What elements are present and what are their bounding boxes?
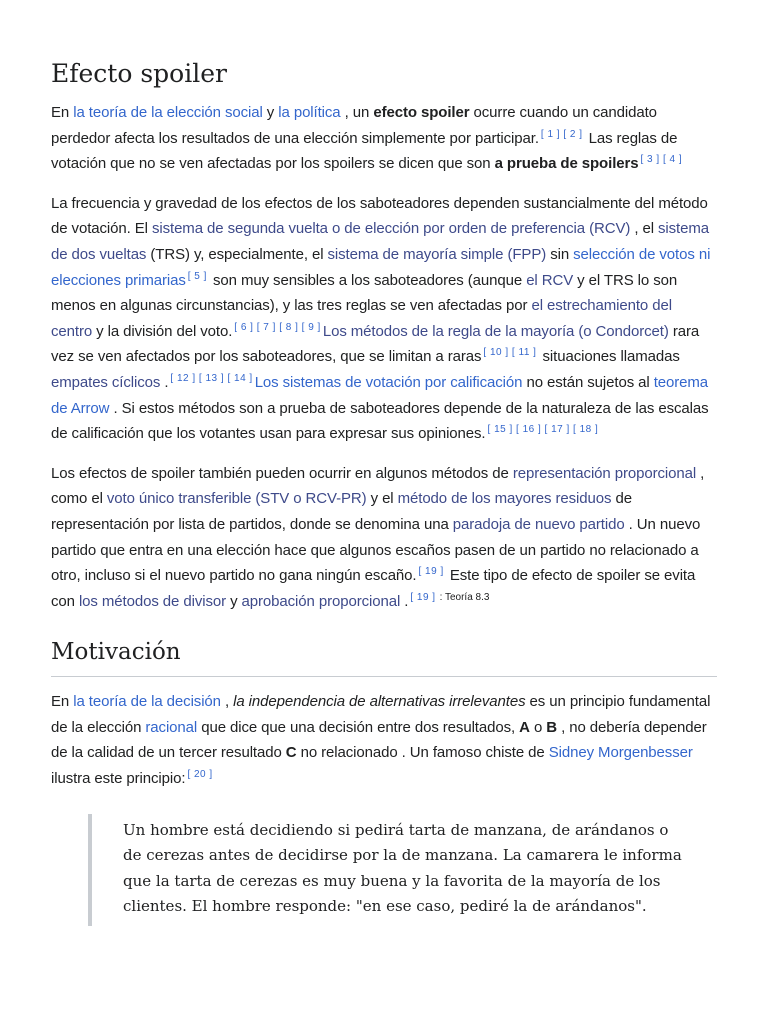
link-sidney-morgenbesser[interactable]: Sidney Morgenbesser	[548, 744, 693, 762]
citation-ref[interactable]: [ 19 ]	[418, 566, 444, 578]
term-b: B	[546, 718, 557, 736]
link-voto-unico-transferible[interactable]: voto único transferible (STV o RCV-PR)	[106, 490, 367, 508]
paragraph-motivation: En la teoría de la decisión , la independencia de alternativas irrelevantes es un principio fundamental de la elección racional que dice que una decisión entre dos resultados, A o B , no debería depender de la calidad de un tercer resultado C no relacionado . Un famoso chiste de Sidney Morgenbesser ilustra este principio: [ 20 ]	[51, 693, 711, 788]
link-metodos-divisor[interactable]: los métodos de divisor	[78, 592, 226, 610]
link-paradoja-nuevo-partido[interactable]: paradoja de nuevo partido	[452, 515, 625, 533]
link-rcv[interactable]: el RCV	[526, 271, 574, 289]
link-teorema-arrow[interactable]: teorema de Arrow	[51, 373, 709, 417]
section-title-efecto-spoiler: Efecto spoiler	[51, 59, 227, 88]
link-mayoria-simple-fpp[interactable]: sistema de mayoría simple (FPP)	[327, 245, 547, 263]
link-teoria-decision[interactable]: la teoría de la decisión	[73, 693, 221, 711]
link-teoria-eleccion-social[interactable]: la teoría de la elección social	[73, 104, 263, 121]
citation-note: : Teoría 8.3	[439, 591, 490, 603]
citation-ref[interactable]: [ 6 ] [ 7 ] [ 8 ] [ 9 ]	[234, 321, 321, 333]
link-segunda-vuelta-rcv[interactable]: sistema de segunda vuelta o de elección por orden de preferencia (RCV)	[151, 220, 631, 238]
term-prueba-spoilers: a prueba de spoilers	[494, 155, 639, 173]
paragraph-voting-methods: La frecuencia y gravedad de los efectos de los saboteadores dependen sustancialmente del método de votación. El sistema de segunda vuelta o de elección por orden de preferencia (RCV) , el sistema de dos vueltas (TRS) y, especialmente, el sistema de mayoría simple (FPP) sin selección de votos ni elecciones primarias [ 5 ] son muy sensibles a los saboteadores (aunque el RCV y el TRS lo son menos en algunas circunstancias), y las tres reglas se ven afectadas por el estrechamiento del centro y la división del voto. [ 6 ] [ 7 ] [ 8 ] [ 9 ] Los métodos de la regla de la mayoría (o Condorcet) rara vez se ven afectados por los saboteadores, que se limitan a raras [ 10 ] [ 11 ] situaciones llamadas empates cíclicos . [ 12 ] [ 13 ] [ 14 ] Los sistemas de votación por calificación no están sujetos al teorema de Arrow . Si estos métodos son a prueba de saboteadores depende de la naturaleza de las escalas de calificación que los votantes usan para expresar sus opiniones. [ 15 ] [ 16 ] [ 17 ] [ 18 ]	[51, 194, 711, 443]
link-politica[interactable]: la política	[278, 104, 341, 121]
link-condorcet[interactable]: Los métodos de la regla de la mayoría (o Condorcet)	[322, 322, 669, 340]
citation-ref[interactable]: [ 3 ] [ 4 ]	[640, 154, 683, 166]
link-racional[interactable]: racional	[145, 718, 198, 736]
link-estrechamiento-centro[interactable]: el estrechamiento del centro	[51, 297, 672, 340]
citation-ref[interactable]: [ 19 ]	[410, 591, 436, 603]
link-seleccion-votos[interactable]: selección de votos ni elecciones primarias	[51, 245, 711, 289]
paragraph-definition: En la teoría de la elección social y la política , un efecto spoiler ocurre cuando un candidato perdedor afecta los resultados de una elección simplemente por participar. [ 1 ] [ 2 ] Las reglas de votación que no se ven afectadas por los spoilers se dicen que son a prueba de spoilers [ 3 ] [ 4 ]	[51, 104, 683, 173]
citation-ref[interactable]: [ 20 ]	[187, 769, 213, 781]
term-independencia-alternativas: la independencia de alternativas irrelevantes	[233, 693, 526, 711]
link-sistema-dos-vueltas[interactable]: sistema de dos vueltas	[51, 220, 709, 263]
link-votacion-calificacion[interactable]: Los sistemas de votación por calificación	[254, 373, 523, 391]
term-c: C	[285, 744, 297, 762]
term-a: A	[519, 718, 530, 736]
citation-ref[interactable]: [ 5 ]	[187, 270, 207, 282]
citation-ref[interactable]: [ 10 ] [ 11 ]	[483, 347, 537, 359]
section-title-motivacion: Motivación	[51, 636, 717, 677]
link-representacion-proporcional[interactable]: representación proporcional	[512, 464, 697, 482]
term-efecto-spoiler: efecto spoiler	[373, 104, 470, 121]
link-empates-ciclicos[interactable]: empates cíclicos	[51, 373, 161, 391]
citation-ref[interactable]: [ 12 ] [ 13 ] [ 14 ]	[170, 372, 253, 384]
quote-morgenbesser-joke: Un hombre está decidiendo si pedirá tarta de manzana, de arándanos o de cerezas antes de decidirse por la de manzana. La camarera le informa que la tarta de cerezas es muy buena y la favorita de la mayoría de los clientes. El hombre responde: "en ese caso, pediré la de arándanos".	[88, 814, 717, 926]
link-mayores-residuos[interactable]: método de los mayores residuos	[397, 490, 612, 508]
link-aprobacion-proporcional[interactable]: aprobación proporcional	[241, 592, 401, 610]
paragraph-proportional: Los efectos de spoiler también pueden ocurrir en algunos métodos de representación proporcional , como el voto único transferible (STV o RCV-PR) y el método de los mayores residuos de representación por lista de partidos, donde se denomina una paradoja de nuevo partido . Un nuevo partido que entra en una elección hace que algunos escaños pasen de un partido no relacionado a otro, incluso si el nuevo partido no gana ningún escaño. [ 19 ] Este tipo de efecto de spoiler se evita con los métodos de divisor y aprobación proporcional . [ 19 ] $^{: Teoría 8.3}$	[51, 464, 705, 610]
citation-ref[interactable]: [ 1 ] [ 2 ]	[540, 128, 583, 140]
citation-ref[interactable]: [ 15 ] [ 16 ] [ 17 ] [ 18 ]	[487, 424, 599, 436]
